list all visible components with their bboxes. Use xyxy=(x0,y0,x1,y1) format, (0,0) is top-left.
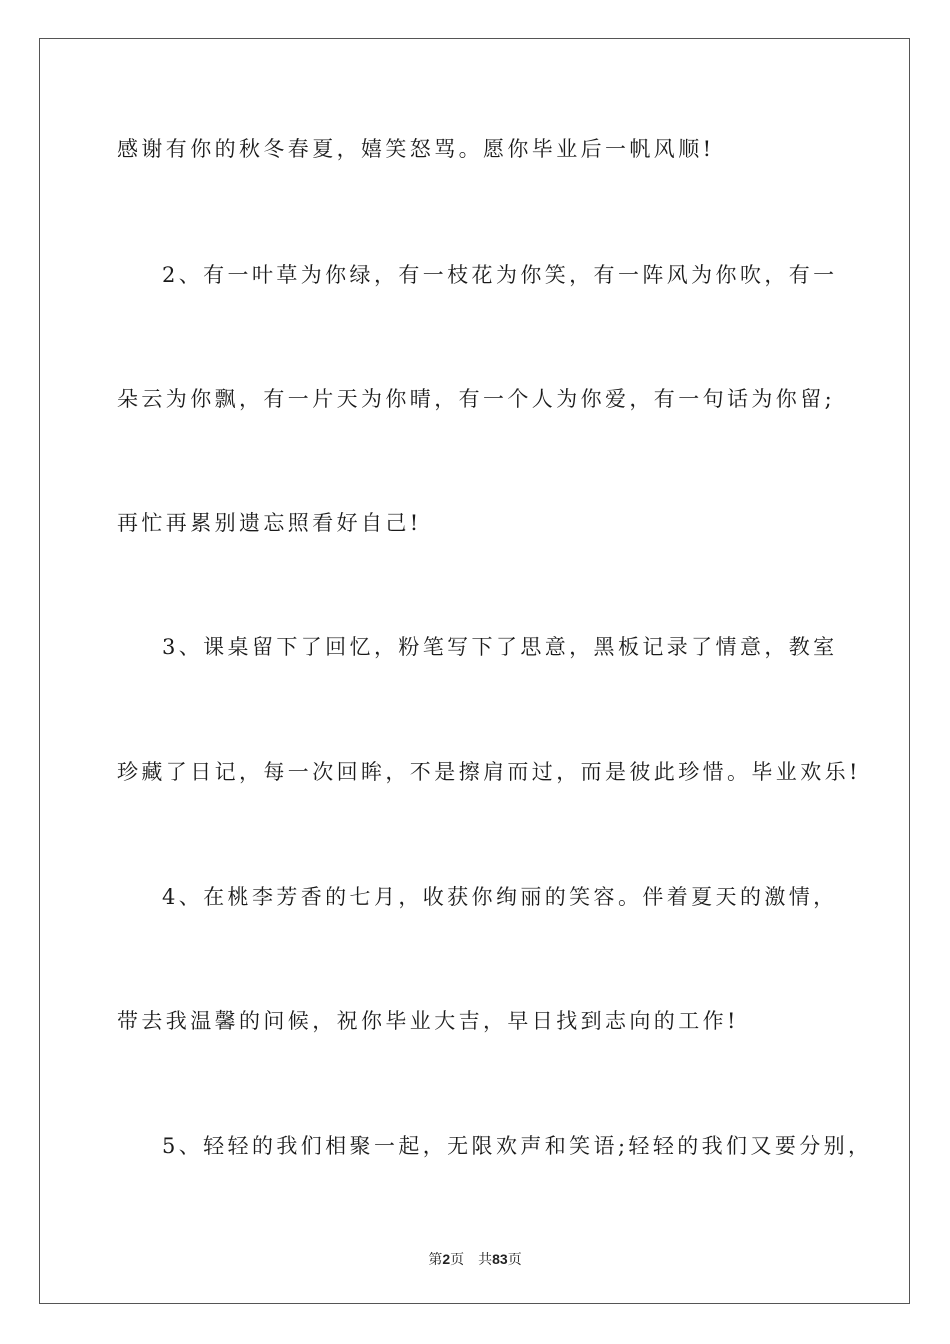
paragraph-line-9: 5、轻轻的我们相聚一起，无限欢声和笑语;轻轻的我们又要分别， xyxy=(162,1134,873,1158)
page-footer xyxy=(0,1249,950,1269)
paragraph-line-3: 朵云为你飘，有一片天为你晴，有一个人为你爱，有一句话为你留; xyxy=(117,387,836,411)
paragraph-line-8: 带去我温馨的问候，祝你毕业大吉，早日找到志向的工作! xyxy=(117,1009,739,1033)
page-frame xyxy=(39,38,910,1304)
paragraph-line-7: 4、在桃李芳香的七月，收获你绚丽的笑容。伴着夏天的激情， xyxy=(162,885,838,909)
paragraph-line-4: 再忙再累别遗忘照看好自己! xyxy=(117,511,422,535)
total-pages-indicator: 共83页 xyxy=(478,1251,522,1268)
paragraph-line-1: 感谢有你的秋冬春夏，嬉笑怒骂。愿你毕业后一帆风顺! xyxy=(117,137,715,161)
paragraph-line-2: 2、有一叶草为你绿，有一枝花为你笑，有一阵风为你吹，有一 xyxy=(162,263,838,287)
paragraph-line-6: 珍藏了日记，每一次回眸，不是擦肩而过，而是彼此珍惜。毕业欢乐! xyxy=(117,760,861,784)
current-page-indicator: 第2页 xyxy=(428,1251,465,1268)
paragraph-line-5: 3、课桌留下了回忆，粉笔写下了思意，黑板记录了情意，教室 xyxy=(162,635,838,659)
